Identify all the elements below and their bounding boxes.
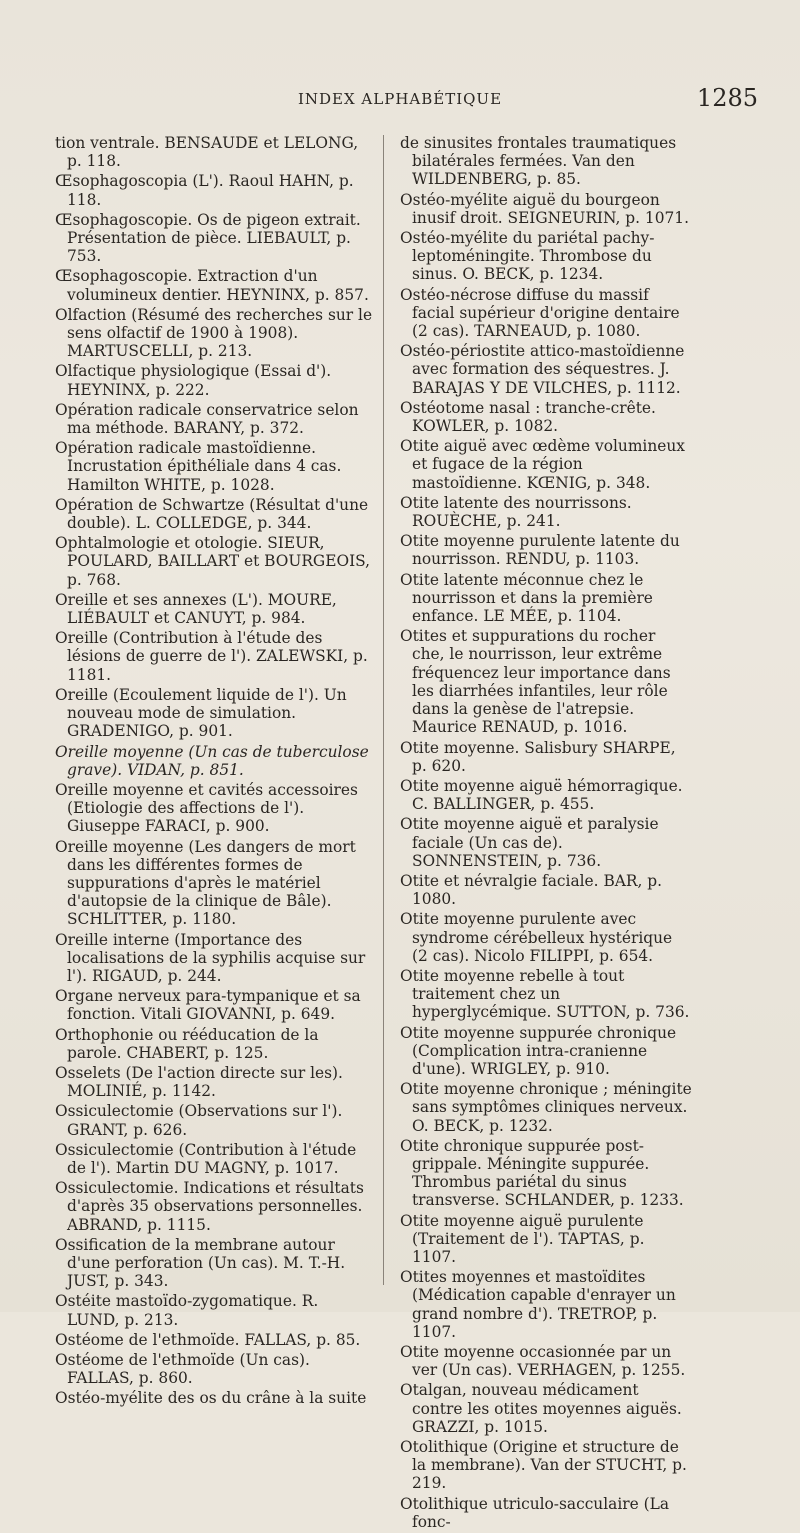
index-entry: Otite moyenne aiguë hémorragique. C. BALLINGER, p. 455. bbox=[400, 776, 683, 814]
index-entry: Œsophagoscopie. Os de pigeon extrait. Présentation de pièce. LIEBAULT, p. 753. bbox=[55, 210, 361, 266]
index-entry: Ostéo-myélite aiguë du bourgeon inusif droit. SEIGNEURIN, p. 1071. bbox=[400, 190, 689, 227]
index-entry: Ostéome de l'ethmoïde. FALLAS, p. 85. bbox=[55, 1330, 361, 1349]
index-entry: Ossiculectomie (Contribution à l'étude de l'). Martin DU MAGNY, p. 1017. bbox=[55, 1140, 357, 1177]
index-entry: Otite chronique suppurée post-grippale. Méningite suppurée. Thrombus pariétal du sinus transverse. SCHLANDER, p. 1233. bbox=[400, 1136, 684, 1210]
index-entry: Oreille moyenne (Un cas de tuberculose grave). VIDAN, p. 851. bbox=[55, 742, 369, 779]
index-entry: Ossification de la membrane autour d'une perforation (Un cas). M. T.-H. JUST, p. 343. bbox=[55, 1235, 346, 1291]
column-divider bbox=[383, 135, 384, 1285]
left-column bbox=[55, 134, 373, 1410]
index-entry: Opération radicale conservatrice selon ma méthode. BARANY, p. 372. bbox=[55, 400, 359, 438]
index-entry: Otite moyenne purulente avec syndrome cérébelleux hystérique (2 cas). Nicolo FILIPPI, p. 654. bbox=[400, 910, 673, 965]
index-entry: Olfaction (Résumé des recherches sur le sens olfactif de 1900 à 1908). MARTUSCELLI, p. 213. bbox=[55, 305, 373, 361]
index-entry: Otite moyenne. Salisbury SHARPE, p. 620. bbox=[400, 738, 676, 775]
index-entry: Ostéo-myélite des os du crâne à la suite bbox=[55, 1389, 367, 1408]
index-entry: Ostéite mastoïdo-zygomatique. R. LUND, p. 213. bbox=[55, 1292, 319, 1329]
index-entry: Opération de Schwartze (Résultat d'une double). L. COLLEDGE, p. 344. bbox=[55, 495, 369, 533]
index-entry: Otite moyenne rebelle à tout traitement chez un hyperglycémique. SUTTON, p. 736. bbox=[400, 966, 690, 1022]
index-entry: Organe nerveux para-tympanique et sa fonction. Vitali GIOVANNI, p. 649. bbox=[55, 987, 361, 1024]
index-entry: Otite moyenne aiguë et paralysie faciale (Un cas de). SONNENSTEIN, p. 736. bbox=[400, 815, 659, 870]
running-header: INDEX ALPHABÉTIQUE bbox=[297, 90, 503, 108]
index-entry: Otolithique utriculo-sacculaire (La fonc- bbox=[400, 1494, 669, 1531]
index-entry: Ostéo-nécrose diffuse du massif facial supérieur d'origine dentaire (2 cas). TARNEAUD, p. 1080. bbox=[400, 285, 680, 341]
index-entry: Œsophagoscopie. Extraction d'un volumineux dentier. HEYNINX, p. 857. bbox=[55, 267, 369, 304]
index-entry: Ossiculectomie. Indications et résultats d'après 35 observations personnelles. ABRAND, p. 1115. bbox=[55, 1179, 364, 1234]
index-entry: Osselets (De l'action directe sur les). MOLINIÉ, p. 1142. bbox=[55, 1063, 343, 1101]
index-entry: Otites moyennes et mastoïdites (Médication capable d'enrayer un grand nombre d'). TRETROP, p. 1107. bbox=[400, 1268, 676, 1341]
index-entry: de sinusites frontales traumatiques bilatérales fermées. Van den WILDENBERG, p. 85. bbox=[400, 134, 677, 189]
index-entry: Otite et névralgie faciale. BAR, p. 1080. bbox=[400, 871, 662, 909]
index-entry: Oreille moyenne (Les dangers de mort dans les différentes formes de suppurations d'après le matériel d'autopsie de la clinique de Bâle). SCHLITTER, p. 1180. bbox=[55, 837, 356, 929]
index-entry: Otite moyenne purulente latente du nourrisson. RENDU, p. 1103. bbox=[400, 532, 680, 569]
index-entry: Orthophonie ou rééducation de la parole. CHABERT, p. 125. bbox=[55, 1025, 319, 1062]
index-entry: tion ventrale. BENSAUDE et LELONG, p. 118. bbox=[55, 134, 359, 171]
index-entry: Otite moyenne suppurée chronique (Complication intra-cranienne d'une). WRIGLEY, p. 910. bbox=[400, 1023, 677, 1078]
index-entry: Olfactique physiologique (Essai d'). HEYNINX, p. 222. bbox=[55, 362, 332, 399]
index-entry: Oreille moyenne et cavités accessoires (Etiologie des affections de l'). Giuseppe FARACI, p. 900. bbox=[55, 780, 358, 836]
index-entry: Ostéome de l'ethmoïde (Un cas). FALLAS, p. 860. bbox=[55, 1351, 310, 1388]
index-entry: Ossiculectomie (Observations sur l'). GRANT, p. 626. bbox=[55, 1102, 343, 1139]
index-entry: Opération radicale mastoïdienne. Incrustation épithéliale dans 4 cas. Hamilton WHITE, p. 1028. bbox=[55, 439, 342, 494]
index-entry: Otalgan, nouveau médicament contre les otites moyennes aiguës. GRAZZI, p. 1015. bbox=[400, 1381, 682, 1436]
index-entry: Otite aiguë avec œdème volumineux et fugace de la région mastoïdienne. KŒNIG, p. 348. bbox=[400, 437, 685, 492]
page-number: 1285 bbox=[696, 84, 758, 112]
index-entry: Otite moyenne aiguë purulente (Traitement de l'). TAPTAS, p. 1107. bbox=[400, 1211, 645, 1266]
index-entry: Ostéo-myélite du pariétal pachy-leptoméningite. Thrombose du sinus. O. BECK, p. 1234. bbox=[400, 229, 655, 284]
index-entry: Ostéo-périostite attico-mastoïdienne avec formation des séquestres. J. BARAJAS Y DE VILCHES, p. 1112. bbox=[400, 342, 685, 397]
index-entry: Otolithique (Origine et structure de la membrane). Van der STUCHT, p. 219. bbox=[400, 1438, 687, 1493]
right-column bbox=[400, 134, 692, 1533]
index-entry: Otite latente méconnue chez le nourrisson et dans la première enfance. LE MÉE, p. 1104. bbox=[400, 570, 653, 626]
index-entry: Oreille et ses annexes (L'). MOURE, LIÉBAULT et CANUYT, p. 984. bbox=[55, 590, 337, 628]
index-entry: Oreille (Ecoulement liquide de l'). Un nouveau mode de simulation. GRADENIGO, p. 901. bbox=[55, 685, 347, 741]
index-entry: Oreille (Contribution à l'étude des lésions de guerre de l'). ZALEWSKI, p. 1181. bbox=[55, 629, 368, 684]
index-entry: Otite moyenne chronique ; méningite sans symptômes cliniques nerveux. O. BECK, p. 1232. bbox=[400, 1080, 692, 1135]
index-entry: Otites et suppurations du rocher che, le nourrisson, leur extrême fréquencez leur importance dans les diarrhées infantiles, leur rôle dans la genèse de l'atrepsie. Maurice RENAUD, p. 1016. bbox=[400, 627, 671, 737]
index-entry: Œsophagoscopia (L'). Raoul HAHN, p. 118. bbox=[55, 172, 354, 209]
index-entry: Ostéotome nasal : tranche-crête. KOWLER, p. 1082. bbox=[400, 398, 656, 436]
index-entry: Otite latente des nourrissons. ROUÈCHE, p. 241. bbox=[400, 493, 632, 531]
index-entry: Ophtalmologie et otologie. SIEUR, POULARD, BAILLART et BOURGEOIS, p. 768. bbox=[55, 534, 371, 589]
index-entry: Otite moyenne occasionnée par un ver (Un cas). VERHAGEN, p. 1255. bbox=[400, 1343, 686, 1380]
index-entry: Oreille interne (Importance des localisations de la syphilis acquise sur l'). RIGAUD, p. 244. bbox=[55, 930, 366, 985]
